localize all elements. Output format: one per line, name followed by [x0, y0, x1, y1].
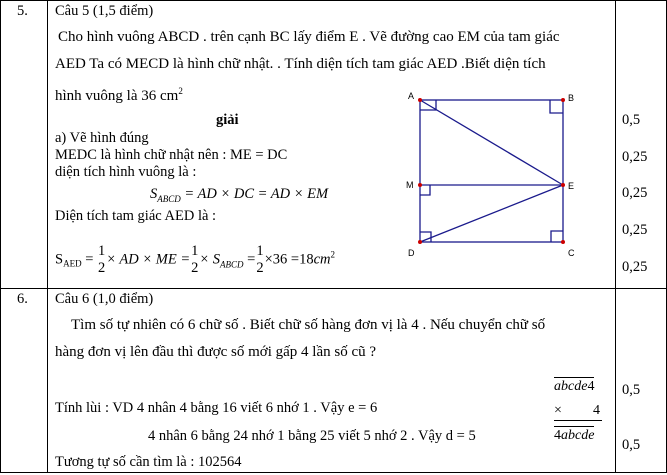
score-value: 0,25	[622, 222, 648, 238]
problem-text-line: hàng đơn vị lên đầu thì được số mới gấp 4 lần số cũ ?	[55, 344, 377, 360]
solution-step: diện tích hình vuông là :	[55, 164, 197, 180]
problem-text: hình vuông là 36 cm	[55, 88, 179, 104]
formula-triangle-area	[55, 243, 335, 277]
solution-step: a) Vẽ hình đúng	[55, 130, 149, 146]
score-value: 0,5	[622, 112, 641, 128]
fraction	[256, 243, 263, 277]
question-number: 6.	[17, 291, 28, 307]
multiplicand-digit: 4	[587, 379, 595, 394]
score-value: 0,5	[622, 382, 641, 398]
question-number: 5.	[17, 3, 28, 19]
score-value: 0,25	[622, 185, 648, 201]
solution-step: Diện tích tam giác AED là :	[55, 208, 217, 224]
superscript: 2	[330, 249, 336, 260]
table-left-border	[0, 0, 1, 473]
denominator: 2	[191, 260, 199, 276]
point-label-d: D	[408, 248, 415, 258]
multiplicand-letters: abcde	[554, 379, 588, 394]
formula-eq: =	[81, 251, 98, 268]
denominator: 2	[98, 260, 106, 276]
formula-symbol: S	[150, 186, 158, 202]
table-top-border	[0, 0, 667, 1]
formula-unit: cm	[313, 251, 331, 268]
formula-eq: =	[243, 251, 256, 268]
formula-subscript: ABCD	[220, 259, 244, 270]
score-value: 0,25	[622, 149, 648, 165]
formula-subscript: ABCD	[157, 194, 181, 204]
point-label-m: M	[406, 180, 414, 190]
score-value: 0,25	[622, 259, 648, 275]
solution-step: MEDC là hình chữ nhật nên : ME = DC	[55, 147, 288, 163]
formula-rest: = AD × DC = AD × EM	[180, 186, 329, 202]
fraction	[98, 243, 105, 277]
solution-step: 4 nhân 6 bằng 24 nhớ 1 bằng 25 viết 5 nhớ 2 . Vậy d = 5	[148, 428, 476, 444]
row-divider	[0, 288, 667, 289]
solution-step: Tính lùi : VD 4 nhân 4 bằng 16 viết 6 nhớ 1 . Vậy e = 6	[55, 400, 378, 416]
point-label-c: C	[568, 248, 575, 258]
formula-part: ×36 =18	[264, 251, 314, 268]
formula-symbol: S	[55, 251, 64, 268]
problem-text-line: Tìm số tự nhiên có 6 chữ số . Biết chữ số hàng đơn vị là 4 . Nếu chuyển chữ số	[71, 317, 546, 333]
solution-step: Tương tự số cần tìm là : 102564	[55, 454, 242, 470]
point-label-b: B	[568, 93, 575, 103]
fraction	[191, 243, 198, 277]
table-bottom-border	[0, 472, 667, 473]
problem-text-line: AED Ta có MECD là hình chữ nhật. . Tính diện tích tam giác AED .Biết diện tích	[55, 56, 546, 72]
product-letters: abcde	[561, 428, 595, 443]
numerator: 1	[191, 243, 199, 259]
square-geometry-diagram	[400, 85, 590, 265]
score-column-divider	[615, 0, 616, 473]
number-column-divider	[47, 0, 48, 473]
question-title: Câu 5 (1,5 điểm)	[55, 3, 154, 19]
numerator: 1	[98, 243, 106, 259]
question-title: Câu 6 (1,0 điểm)	[55, 291, 154, 307]
formula-part: × AD × ME =	[106, 251, 191, 268]
score-value: 0,5	[622, 437, 641, 453]
formula-square-area	[150, 186, 328, 208]
superscript: 2	[178, 86, 183, 96]
times-sign: ×	[554, 403, 562, 418]
formula-subscript: AED	[63, 258, 82, 269]
multiplicand	[554, 377, 594, 395]
solution-heading: giải	[216, 112, 239, 128]
multiplier: 4	[593, 403, 600, 418]
product-digit: 4	[554, 428, 561, 443]
denominator: 2	[256, 260, 264, 276]
problem-text-line: Cho hình vuông ABCD . trên cạnh BC lấy điểm E . Vẽ đường cao EM của tam giác	[58, 29, 560, 45]
formula-part: × S	[199, 251, 221, 268]
product	[554, 426, 594, 444]
point-label-e: E	[568, 181, 575, 191]
problem-text-line	[55, 83, 183, 105]
multiplication-line	[554, 420, 602, 421]
point-label-a: A	[408, 91, 415, 101]
numerator: 1	[256, 243, 264, 259]
